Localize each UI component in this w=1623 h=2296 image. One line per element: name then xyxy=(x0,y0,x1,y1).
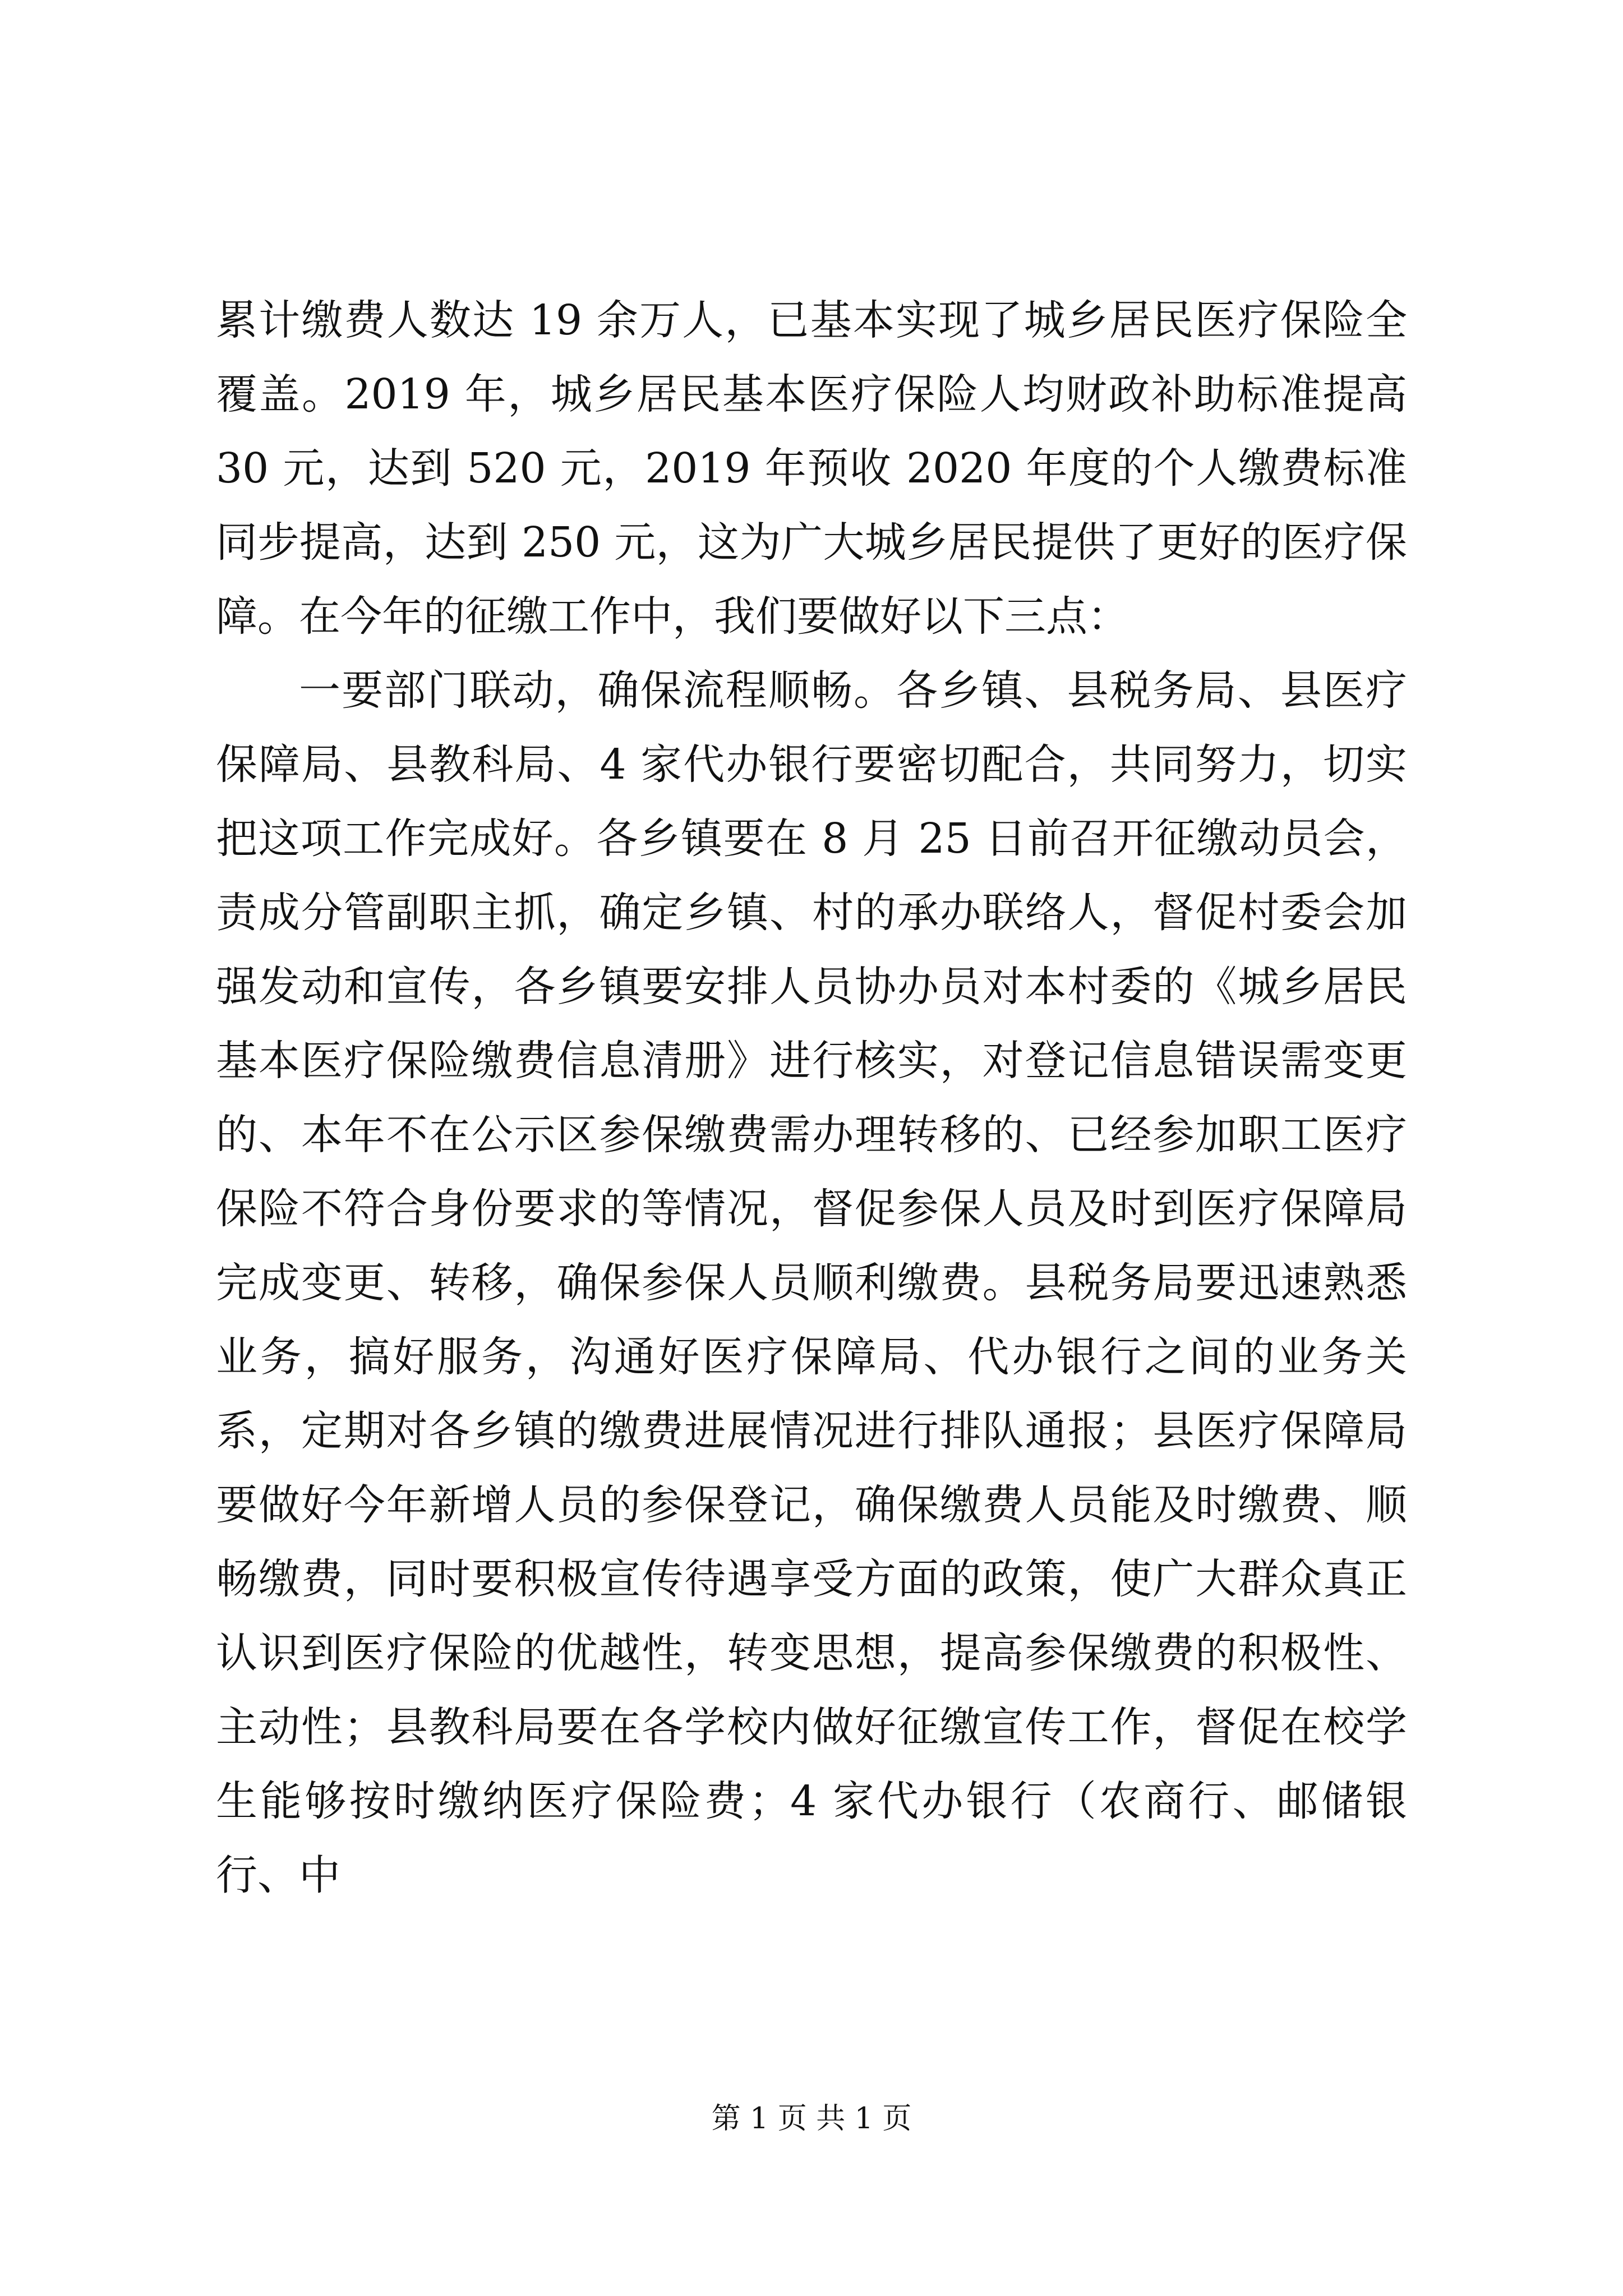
document-body xyxy=(216,283,1407,1912)
paragraph-2: 一要部门联动，确保流程顺畅。各乡镇、县税务局、县医疗保障局、县教科局、4 家代办银行要密切配合，共同努力，切实把这项工作完成好。各乡镇要在 8 月 25 日前召开征缴动员会，责成分管副职主抓，确定乡镇、村的承办联络人，督促村委会加强发动和宣传，各乡镇要安排人员协办员对本村委的《城乡居民基本医疗保险缴费信息清册》进行核实，对登记信息错误需变更的、本年不在公示区参保缴费需办理转移的、已经参加职工医疗保险不符合身份要求的等情况，督促参保人员及时到医疗保障局完成变更、转移，确保参保人员顺利缴费。县税务局要迅速熟悉业务，搞好服务，沟通好医疗保障局、代办银行之间的业务关系，定期对各乡镇的缴费进展情况进行排队通报；县医疗保障局要做好今年新增人员的参保登记，确保缴费人员能及时缴费、顺畅缴费，同时要积极宣传待遇享受方面的政策，使广大群众真正认识到医疗保险的优越性，转变思想，提高参保缴费的积极性、主动性；县教科局要在各学校内做好征缴宣传工作，督促在校学生能够按时缴纳医疗保险费；4 家代办银行（农商行、邮储银行、中 xyxy=(216,666,1407,1899)
page-footer: 第 1 页 共 1 页 xyxy=(711,2102,912,2136)
paragraph-1: 累计缴费人数达 19 余万人，已基本实现了城乡居民医疗保险全覆盖。2019 年，城乡居民基本医疗保险人均财政补助标准提高 30 元，达到 520 元，2019 年预收 2020 年度的个人缴费标准同步提高，达到 250 元，这为广大城乡居民提供了更好的医疗保障。在今年的征缴工作中，我们要做好以下三点： xyxy=(216,296,1407,641)
